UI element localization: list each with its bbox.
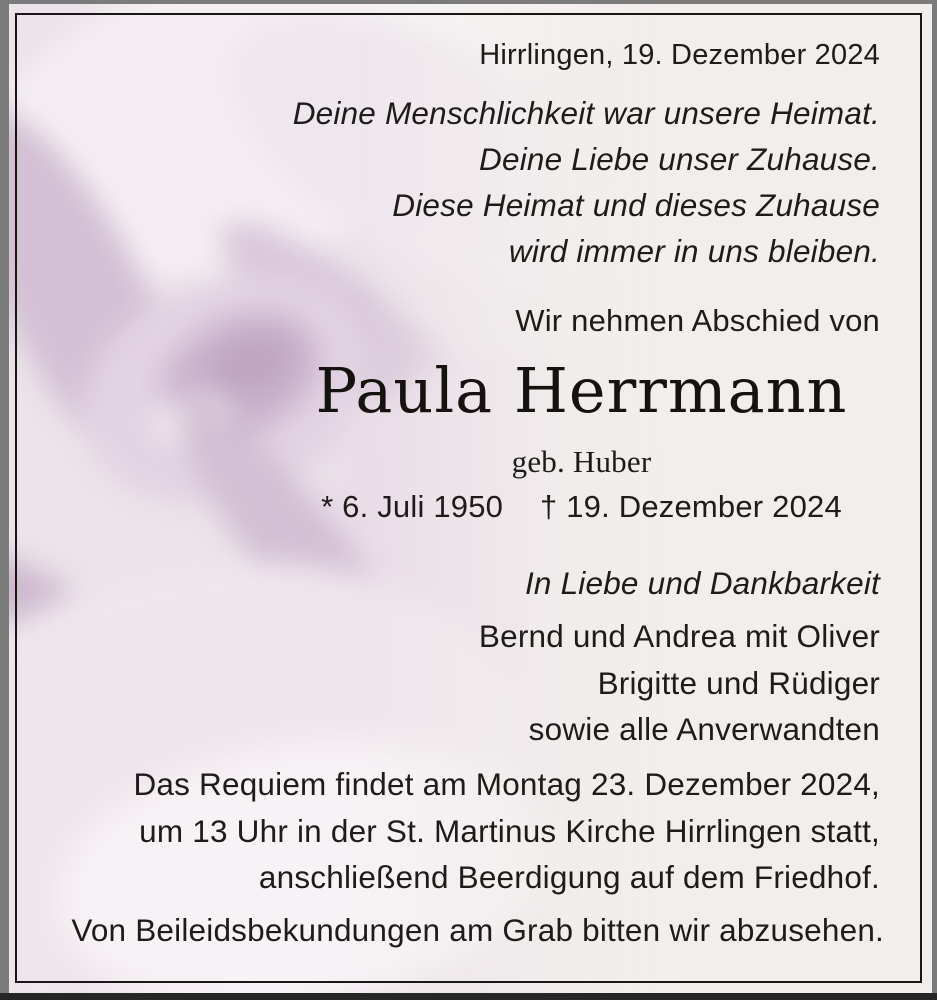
epigraph-line: Diese Heimat und dieses Zuhause [392, 187, 880, 223]
dateline: Hirrlingen, 19. Dezember 2024 [479, 39, 880, 71]
name-block [120, 355, 932, 525]
mourner-line: Brigitte und Rüdiger [597, 664, 880, 701]
epigraph-line: Deine Menschlichkeit war unsere Heimat. [292, 95, 880, 131]
obituary-card [9, 4, 932, 993]
service-block [59, 761, 880, 901]
condolence-note: Von Beileidsbekundungen am Grab bitten wir abzusehen. [71, 912, 884, 948]
service-line: Das Requiem findet am Montag 23. Dezember 2024, [133, 766, 880, 802]
closing-line: In Liebe und Dankbarkeit [524, 565, 880, 601]
epigraph-line: wird immer in uns bleiben. [508, 233, 880, 269]
death-date: † 19. Dezember 2024 [539, 489, 842, 524]
epigraph [59, 90, 880, 274]
maiden-name: geb. Huber [511, 444, 652, 479]
mourner-line: sowie alle Anverwandten [528, 711, 880, 747]
deceased-name: Paula Herrmann [315, 354, 848, 427]
birth-date: * 6. Juli 1950 [321, 489, 504, 524]
epigraph-line: Deine Liebe unser Zuhause. [479, 141, 880, 177]
mourner-line: Bernd und Andrea mit Oliver [478, 618, 880, 654]
intro-line: Wir nehmen Abschied von [515, 303, 880, 338]
service-line: anschließend Beerdigung auf dem Friedhof. [258, 859, 880, 895]
mourners-block [59, 613, 880, 753]
service-line: um 13 Uhr in der St. Martinus Kirche Hirrlingen statt, [139, 812, 880, 849]
life-dates [120, 489, 932, 525]
